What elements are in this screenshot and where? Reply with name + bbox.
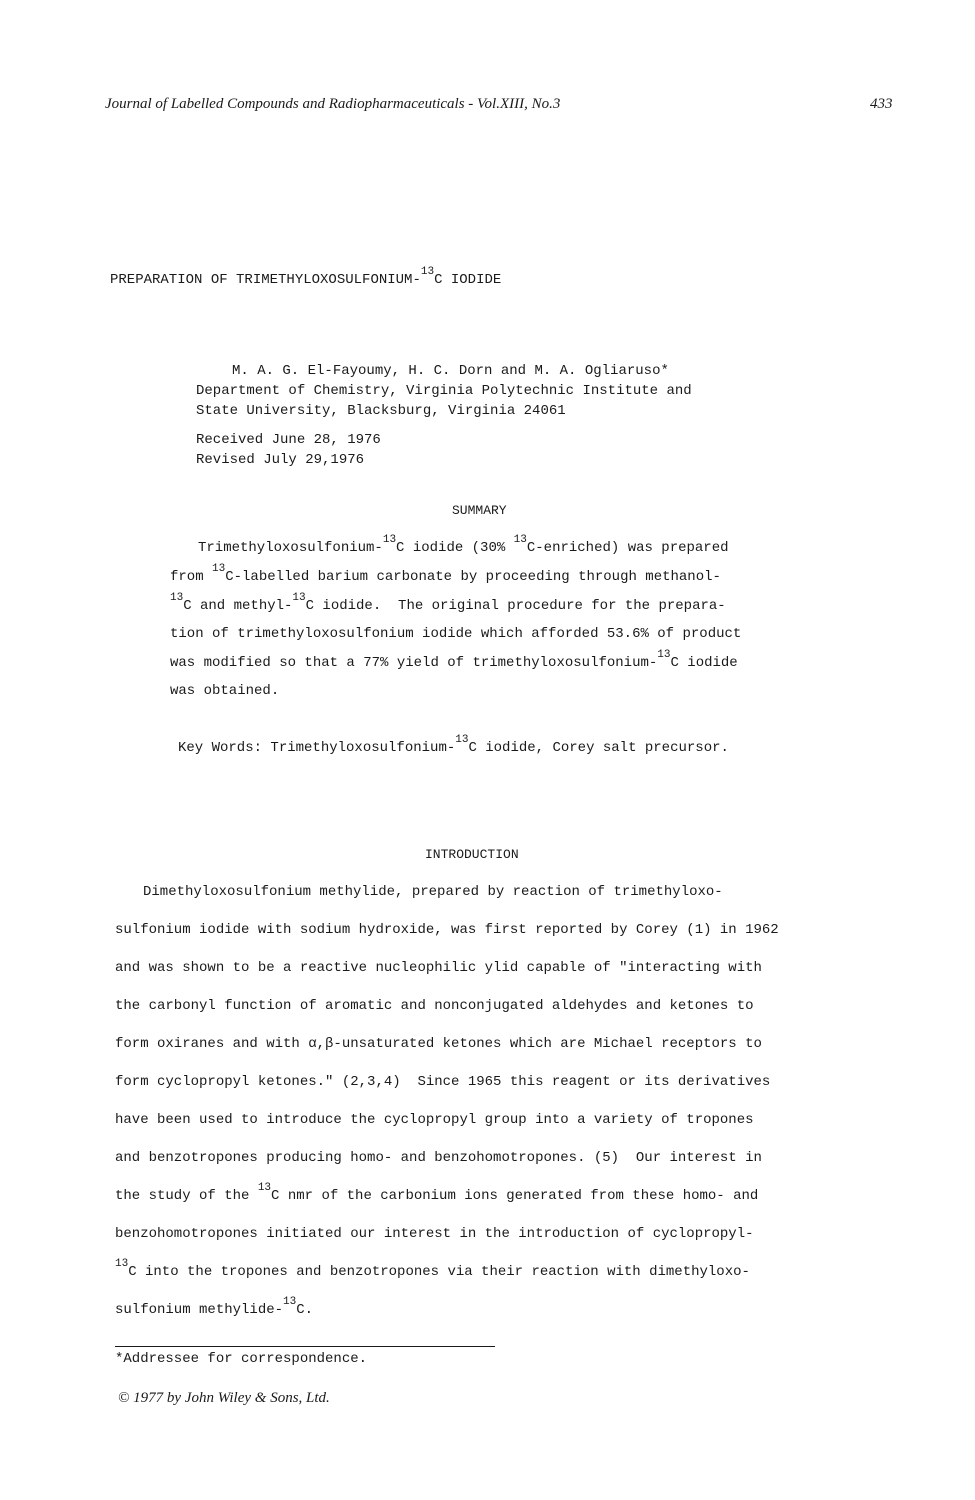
received-date: Received June 28, 1976	[196, 432, 381, 448]
body-line: have been used to introduce the cyclopropyl group into a variety of tropones	[115, 1112, 754, 1128]
summary-line: from $^{13}$C-labelled barium carbonate by proceeding through methanol-	[170, 563, 721, 585]
summary-line: was obtained.	[170, 683, 280, 699]
authors: M. A. G. El-Fayoumy, H. C. Dorn and M. A. Ogliaruso*	[232, 363, 669, 379]
summary-line: Trimethyloxosulfonium-$^{13}$C iodide (30% $^{13}$C-enriched) was prepared	[198, 534, 729, 556]
page-number: 433	[870, 96, 893, 112]
body-line: and was shown to be a reactive nucleophilic ylid capable of "interacting with	[115, 960, 762, 976]
summary-line: $^{13}$C and methyl-$^{13}$C iodide. The original procedure for the prepara-	[170, 592, 726, 614]
body-line: $^{13}$C into the tropones and benzotropones via their reaction with dimethyloxo-	[115, 1258, 750, 1280]
body-line: Dimethyloxosulfonium methylide, prepared by reaction of trimethyloxo-	[143, 884, 723, 900]
body-line: and benzotropones producing homo- and benzohomotropones. (5) Our interest in	[115, 1150, 762, 1166]
introduction-heading: INTRODUCTION	[425, 847, 519, 862]
body-line: form cyclopropyl ketones." (2,3,4) Since 1965 this reagent or its derivatives	[115, 1074, 771, 1090]
body-line: benzohomotropones initiated our interest in the introduction of cyclopropyl-	[115, 1226, 754, 1242]
body-line: sulfonium iodide with sodium hydroxide, was first reported by Corey (1) in 1962	[115, 922, 779, 938]
copyright-line: © 1977 by John Wiley & Sons, Ltd.	[118, 1390, 330, 1406]
summary-heading: SUMMARY	[452, 503, 507, 518]
summary-line: was modified so that a 77% yield of trimethyloxosulfonium-$^{13}$C iodide	[170, 649, 738, 671]
revised-date: Revised July 29,1976	[196, 452, 365, 468]
body-line: the carbonyl function of aromatic and nonconjugated aldehydes and ketones to	[115, 998, 754, 1014]
summary-line: tion of trimethyloxosulfonium iodide which afforded 53.6% of product	[170, 626, 742, 642]
footnote: *Addressee for correspondence.	[115, 1351, 368, 1367]
key-words: Key Words: Trimethyloxosulfonium-$^{13}$C iodide, Corey salt precursor.	[178, 734, 729, 756]
affiliation-line: State University, Blacksburg, Virginia 24061	[196, 403, 566, 419]
running-header: Journal of Labelled Compounds and Radiopharmaceuticals - Vol.XIII, No.3	[105, 96, 561, 112]
affiliation-line: Department of Chemistry, Virginia Polytechnic Institute and	[196, 383, 692, 399]
article-title: PREPARATION OF TRIMETHYLOXOSULFONIUM-$^{13}$C IODIDE	[110, 266, 502, 288]
body-line: the study of the $^{13}$C nmr of the carbonium ions generated from these homo- and	[115, 1182, 759, 1204]
footnote-rule	[115, 1346, 495, 1347]
body-line: form oxiranes and with α,β-unsaturated ketones which are Michael receptors to	[115, 1036, 762, 1052]
body-line: sulfonium methylide-$^{13}$C.	[115, 1296, 314, 1318]
